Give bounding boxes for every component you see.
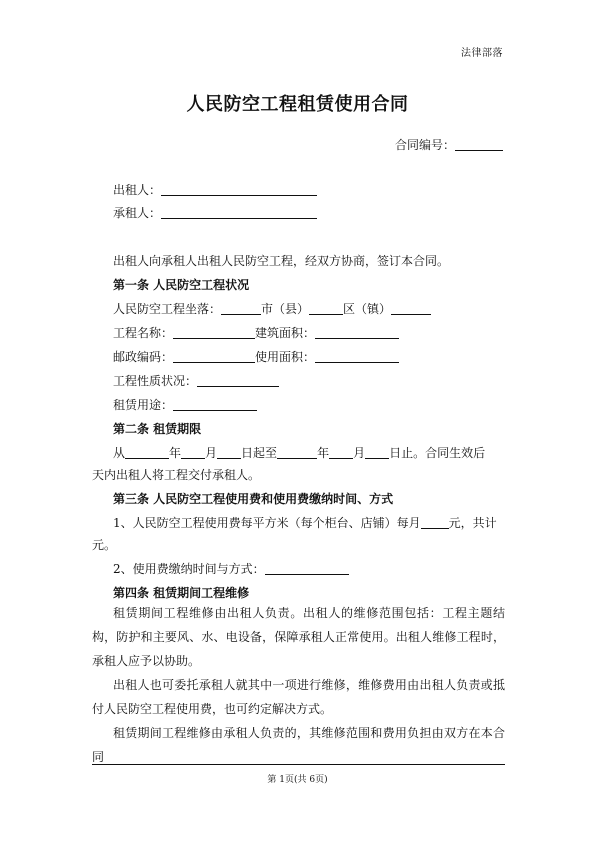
payment-line: [113, 560, 349, 577]
postcode-label: 邮政编码：: [113, 350, 174, 364]
article1-heading: 第一条 人民防空工程状况: [113, 278, 250, 292]
article2-heading: 第二条 租赁期限: [113, 422, 202, 436]
term-year-1: 年: [169, 446, 182, 460]
lessor-line: [113, 181, 317, 198]
article4-paragraph-1: 租赁期间工程维修由出租人负责。出租人的维修范围包括：工程主题结构，防护和主要风、水、电设备，保障承租人正常使用。出租人维修工程时，承租人应予以协助。: [92, 606, 505, 668]
header-brand: 法律部落: [461, 48, 503, 59]
term-month-1: 月: [205, 446, 218, 460]
lessee-blank: [161, 205, 317, 219]
term-end-year: [277, 445, 317, 459]
term-start-day: [217, 445, 241, 459]
payment-label: 2、使用费缴纳时间与方式：: [113, 562, 265, 576]
article4-paragraph-2: 出租人也可委托承租人就其中一项进行维修，维修费用由出租人负责或抵付人民防空工程使用费，也可约定解决方式。: [92, 678, 505, 716]
postcode-blank: [173, 349, 255, 363]
nature-line: [113, 372, 279, 389]
name-area-line: [113, 324, 399, 341]
use-area-blank: [315, 349, 399, 363]
location-city: 市（县）: [261, 302, 310, 316]
term-start-year: [125, 445, 169, 459]
nature-blank: [197, 373, 279, 387]
name-blank: [173, 325, 255, 339]
term-end-day: [365, 445, 389, 459]
term-end-month: [329, 445, 353, 459]
footer-divider: [92, 764, 505, 765]
term-day-from: 日起至: [241, 446, 278, 460]
purpose-line: [113, 396, 257, 413]
fee-line: [113, 514, 497, 531]
building-area-label: 建筑面积：: [255, 326, 316, 340]
article4-paragraph-3: 租赁期间工程维修由承租人负责的，其维修范围和费用负担由双方在本合同: [92, 726, 505, 764]
location-blank-2: [309, 301, 343, 315]
building-area-blank: [315, 325, 399, 339]
term-line: [113, 444, 485, 461]
lessee-line: [113, 204, 317, 221]
term-day-to: 日止。合同生效后: [389, 446, 486, 460]
postcode-line: [113, 348, 399, 365]
article4-heading: 第四条 租赁期间工程维修: [113, 586, 250, 600]
location-blank-3: [391, 301, 431, 315]
location-line: [113, 300, 431, 317]
nature-label: 工程性质状况：: [113, 374, 198, 388]
name-label: 工程名称：: [113, 326, 174, 340]
term-start-month: [181, 445, 205, 459]
contract-number-blank: [455, 137, 503, 151]
term-from: 从: [113, 446, 126, 460]
lessor-blank: [161, 182, 317, 196]
fee-rate-blank: [421, 515, 449, 529]
location-district: 区（镇）: [343, 302, 392, 316]
intro-text: 出租人向承租人出租人民防空工程，经双方协商，签订本合同。: [113, 254, 450, 268]
purpose-label: 租赁用途：: [113, 398, 174, 412]
article3-heading: 第三条 人民防空工程使用费和使用费缴纳时间、方式: [113, 492, 394, 506]
payment-blank: [265, 561, 349, 575]
term-line-2: 天内出租人将工程交付承租人。: [92, 468, 261, 482]
contract-number-label: 合同编号：: [394, 138, 455, 152]
lessor-label: 出租人：: [113, 183, 162, 197]
location-label: 人民防空工程坐落：: [113, 302, 222, 316]
lessee-label: 承租人：: [113, 206, 162, 220]
term-year-2: 年: [317, 446, 330, 460]
use-area-label: 使用面积：: [255, 350, 316, 364]
document-title: 人民防空工程租赁使用合同: [186, 94, 409, 115]
page-number: 第 1页(共 6页): [267, 775, 328, 785]
location-blank-1: [221, 301, 261, 315]
fee-text-b: 元，共计: [448, 516, 497, 530]
purpose-blank: [173, 397, 257, 411]
fee-text-a: 1、人民防空工程使用费每平方米（每个柜台、店铺）每月: [113, 516, 421, 530]
fee-line-2: 元。: [92, 538, 117, 552]
contract-number: [395, 136, 503, 153]
term-month-2: 月: [353, 446, 366, 460]
